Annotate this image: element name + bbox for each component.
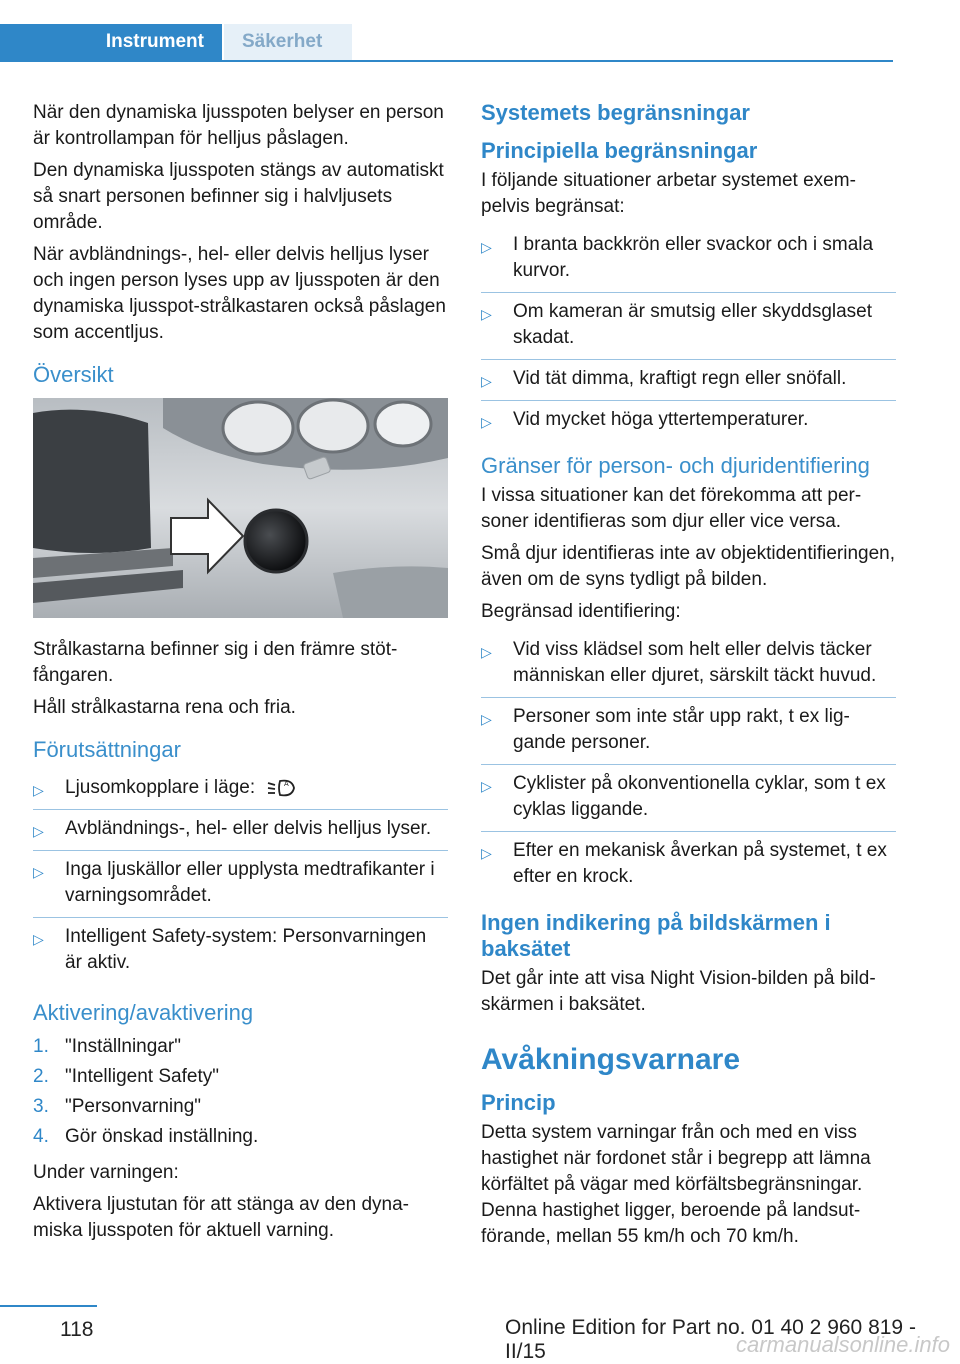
bullet-triangle-icon: ▷ <box>481 778 492 794</box>
bullet-triangle-icon: ▷ <box>481 414 492 430</box>
bullet-triangle-icon: ▷ <box>481 306 492 322</box>
paragraph: Under varningen: <box>33 1162 179 1183</box>
footer-rule <box>0 1305 97 1307</box>
list-item: 2. "Intelligent Safety" <box>33 1066 219 1087</box>
bullet-triangle-icon: ▷ <box>33 782 44 798</box>
heading-forutsattningar: Förutsättningar <box>33 737 181 762</box>
watermark: carmanualsonline.info <box>735 1332 950 1357</box>
page-number: 118 <box>60 1318 94 1341</box>
bullet-triangle-icon: ▷ <box>33 931 44 947</box>
bullet-triangle-icon: ▷ <box>33 864 44 880</box>
list-item: ▷ I branta backkrön eller svackor och i smala kurvor. <box>481 234 874 281</box>
header-tabs <box>0 24 893 62</box>
forutsattningar-list <box>33 769 448 984</box>
list-item: 1. "Inställningar" <box>33 1036 181 1057</box>
paragraph: Detta system varningar från och med en viss hastighet när fordonet står i begrepp att lämna körfältet på vägar med körfältsbegränsningar. Denna hastighet ligger, beroende på landsutförande, mellan 55 km/h och 70 km/h. <box>481 1122 871 1247</box>
list-item: ▷ Vid tät dimma, kraftigt regn eller snöfall. <box>481 359 896 400</box>
paragraph: I vissa situationer kan det förekomma att personer identifieras som djur eller vice versa. <box>481 485 862 532</box>
aktivering-steps <box>33 1032 448 1152</box>
paragraph: Håll strålkastarna rena och fria. <box>33 697 296 718</box>
heading-begransningar: Systemets begränsningar <box>481 100 750 125</box>
list-item: ▷ Cyklister på okonventionella cyklar, som t ex cyklas liggande. <box>481 764 896 831</box>
list-item: 4. Gör önskad inställning. <box>33 1126 259 1147</box>
heading-avakningsvarnare: Avåkningsvarnare <box>481 1043 741 1076</box>
paragraph: Aktivera ljustutan för att stänga av den dynamiska ljusspoten för aktuell varning. <box>33 1194 409 1241</box>
svg-text:A: A <box>284 780 290 788</box>
paragraph: När avbländnings-, hel- eller delvis helljus lyser och ingen person lyses upp av ljusspoten är den dynamiska ljusspot-strålkastaren också påslagen som accentljus. <box>33 244 446 343</box>
paragraph: I följande situationer arbetar systemet exempelvis begränsat: <box>481 170 856 217</box>
tab-sakerhet[interactable]: Säkerhet <box>224 24 352 60</box>
bullet-triangle-icon: ▷ <box>481 845 492 861</box>
heading-aktivering: Aktivering/avaktivering <box>33 1000 254 1025</box>
paragraph: Strålkastarna befinner sig i den främre stötfångaren. <box>33 639 398 686</box>
bullet-triangle-icon: ▷ <box>481 711 492 727</box>
list-item: ▷ Vid mycket höga yttertemperaturer. <box>481 400 896 441</box>
begransad-list <box>481 631 896 898</box>
list-item: ▷ Avbländnings-, hel- eller delvis helljus lyser. <box>33 809 448 850</box>
heading-ingen-indikering: Ingen indikering på bildskärmen i baksätet <box>481 910 831 961</box>
heading-principiella: Principiella begränsningar <box>481 138 758 163</box>
list-item: ▷ Vid viss klädsel som helt eller delvis täcker människan eller djuret, särskilt täckt huvud. <box>481 639 877 686</box>
bullet-triangle-icon: ▷ <box>481 239 492 255</box>
heading-princip: Princip <box>481 1090 556 1115</box>
tab-instrument[interactable]: Instrument <box>0 24 222 60</box>
heading-oversikt: Översikt <box>33 362 114 387</box>
paragraph: Små djur identifieras inte av objektidentifieringen, även om de syns tydligt på bilden. <box>481 543 896 590</box>
list-item: ▷ Ljusomkopplare i läge: A <box>33 769 448 809</box>
left-column <box>33 100 448 1250</box>
list-item: ▷ Personer som inte står upp rakt, t ex liggande personer. <box>481 697 896 764</box>
list-item: ▷ Inga ljuskällor eller upplysta medtrafikanter i varningsområdet. <box>33 850 448 917</box>
list-item: ▷ Intelligent Safety-system: Personvarningen är aktiv. <box>33 917 448 984</box>
paragraph: Den dynamiska ljusspoten stängs av automatiskt så snart personen befinner sig i halvljusets område. <box>33 160 444 233</box>
principiella-list <box>481 226 896 441</box>
list-item: ▷ Efter en mekanisk åverkan på systemet, t ex efter en krock. <box>481 831 896 898</box>
bullet-triangle-icon: ▷ <box>481 644 492 660</box>
list-item: ▷ Om kameran är smutsig eller skyddsglaset skadat. <box>481 292 896 359</box>
paragraph: Det går inte att visa Night Vision-bilden på bildskärmen i baksätet. <box>481 968 876 1015</box>
bullet-triangle-icon: ▷ <box>33 823 44 839</box>
light-switch-icon <box>266 777 300 799</box>
paragraph: När den dynamiska ljusspoten belyser en person är kontrollampan för helljus påslagen. <box>33 102 444 149</box>
edition-text: Online Edition for Part no. 01 40 2 960 819 - II/15 <box>505 1316 916 1363</box>
paragraph: Begränsad identifiering: <box>481 601 681 622</box>
heading-granser: Gränser för person- och djuridentifiering <box>481 453 870 478</box>
right-column <box>481 100 896 1256</box>
headlight-figure <box>33 398 448 618</box>
list-item: 3. "Personvarning" <box>33 1096 202 1117</box>
bullet-triangle-icon: ▷ <box>481 373 492 389</box>
header-rule <box>0 60 893 62</box>
